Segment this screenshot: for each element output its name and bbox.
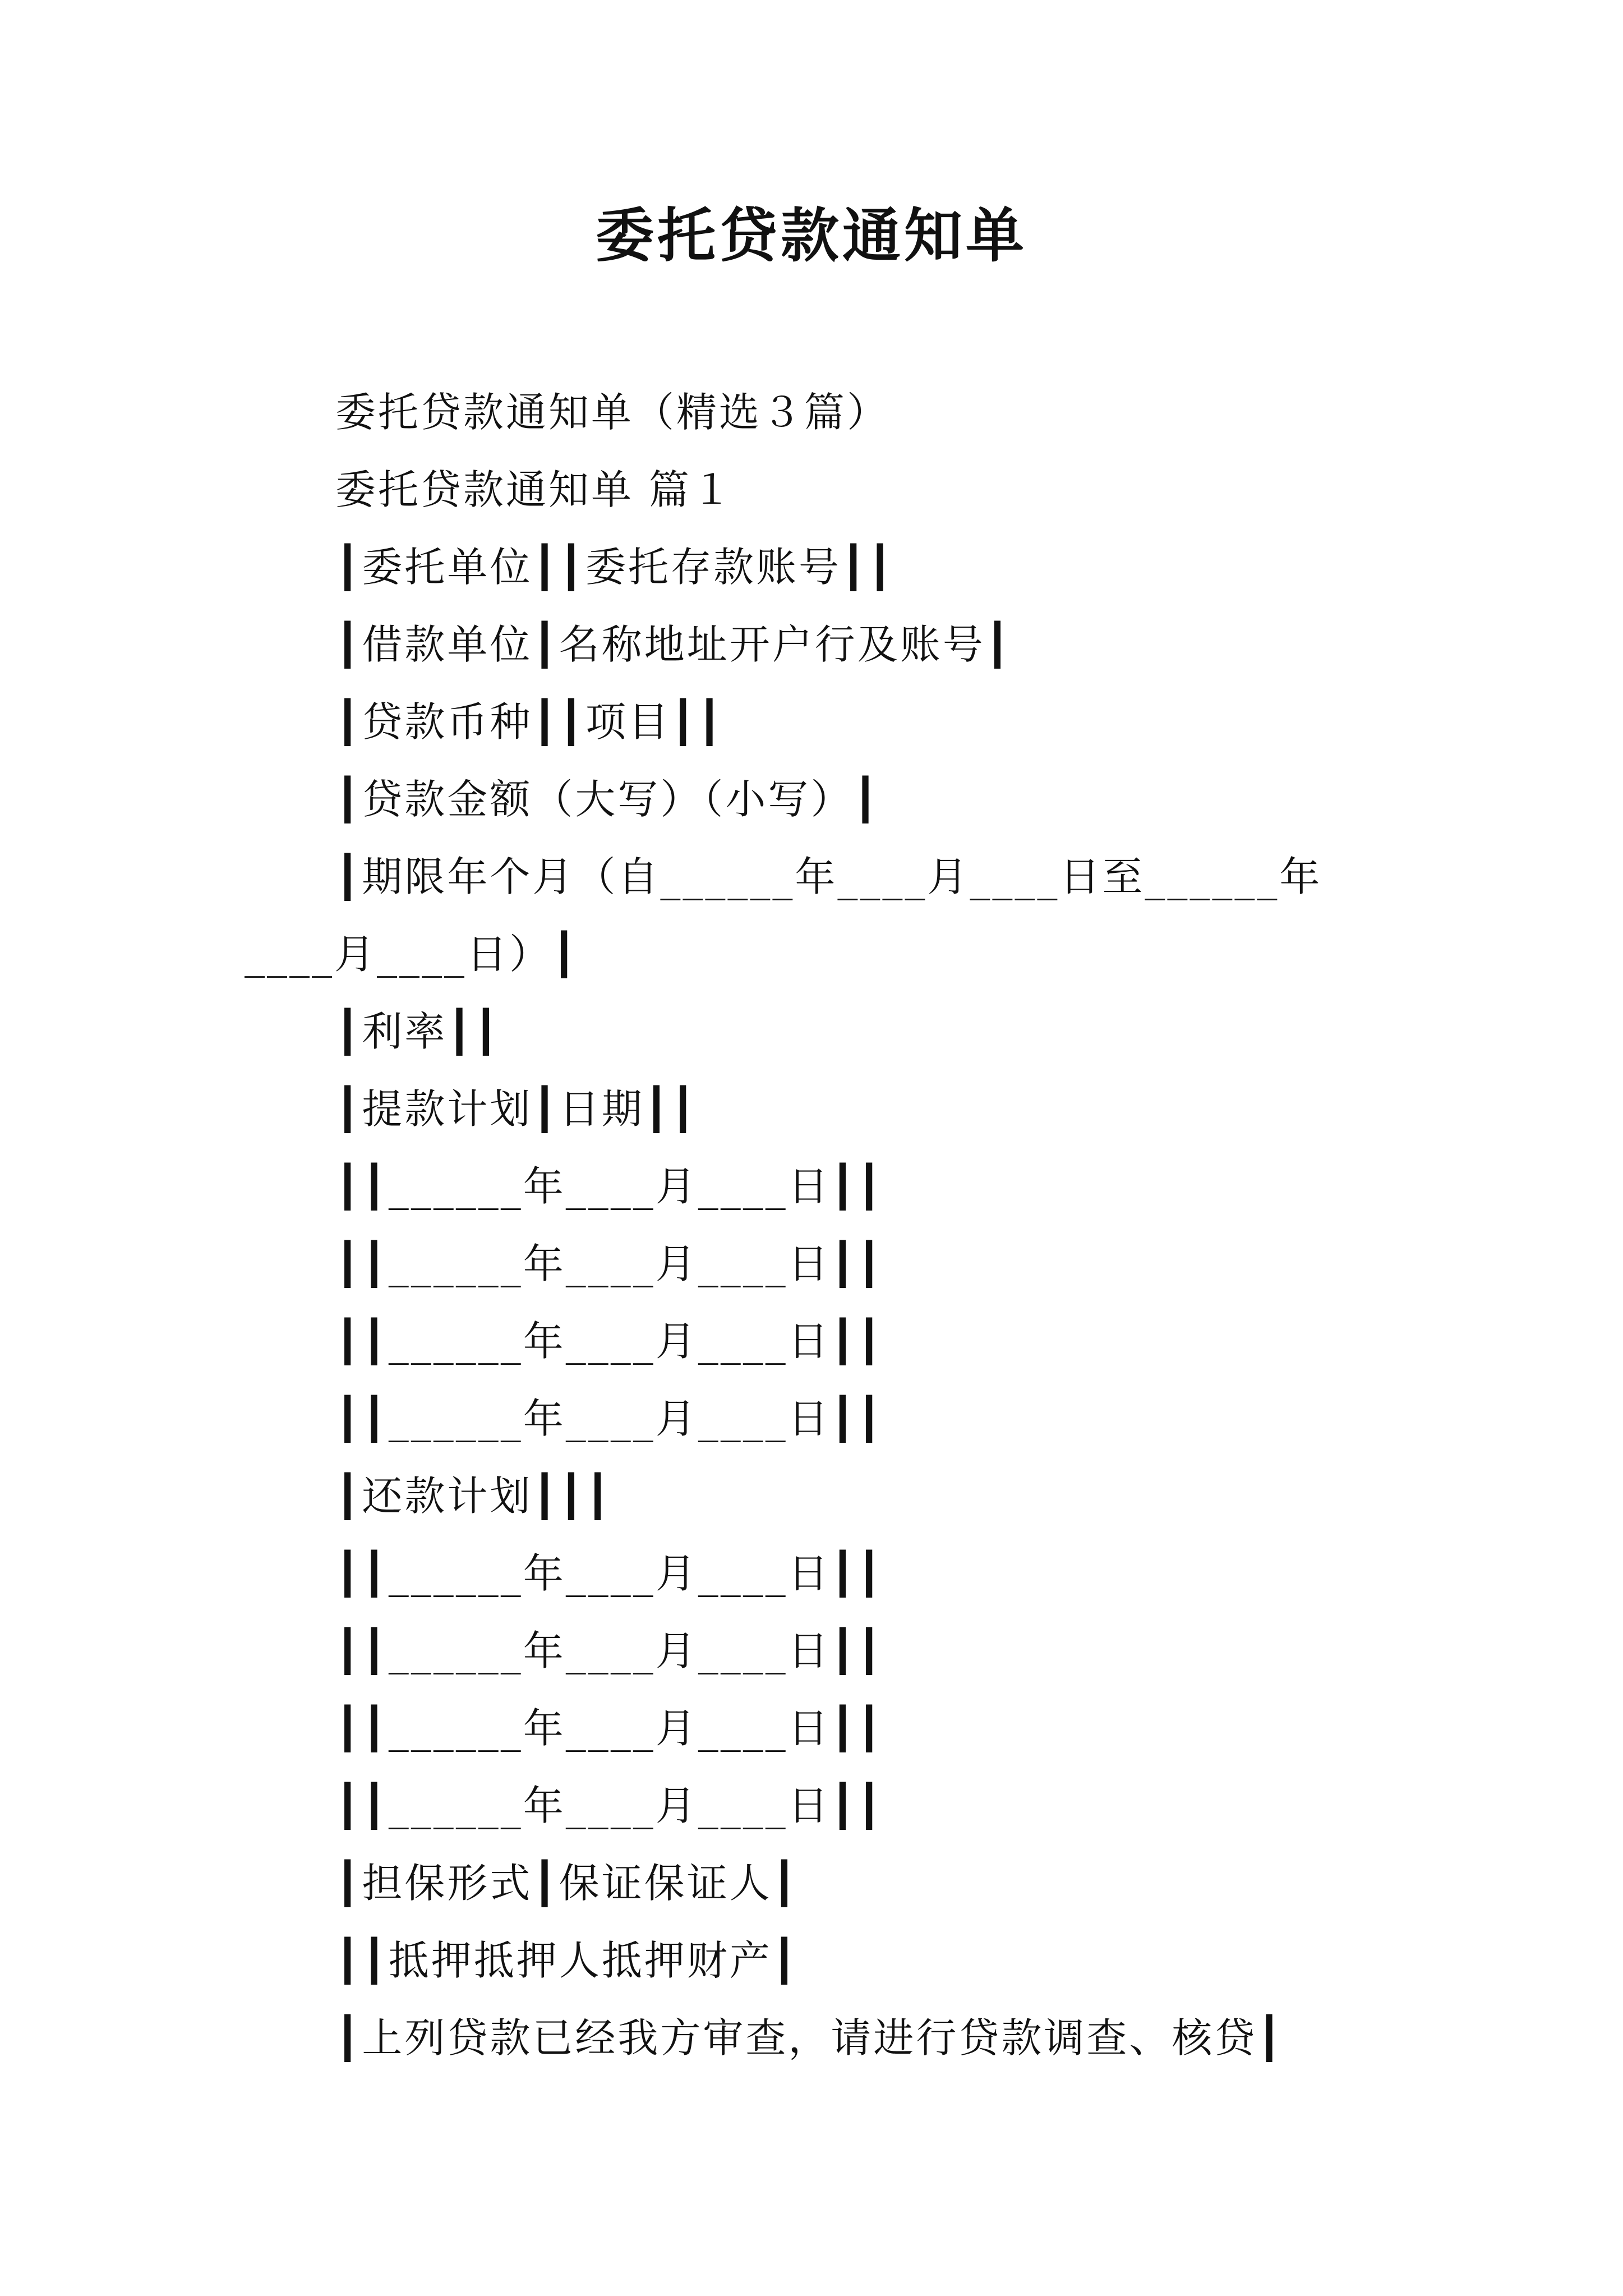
text-line: ┃┃______年____月____日┃┃ xyxy=(335,1550,884,1597)
text-line: ┃┃______年____月____日┃┃ xyxy=(335,1163,884,1210)
text-line: ┃┃______年____月____日┃┃ xyxy=(335,1627,884,1674)
text-line: ┃┃______年____月____日┃┃ xyxy=(335,1318,884,1365)
text-line: ┃委托单位┃┃委托存款账号┃┃ xyxy=(335,544,895,591)
text-line: ┃担保形式┃保证保证人┃ xyxy=(335,1860,799,1907)
text-line: ┃┃______年____月____日┃┃ xyxy=(335,1705,884,1752)
text-line: ┃┃抵押抵押人抵押财产┃ xyxy=(335,1937,799,1984)
text-line: ┃期限年个月（自______年____月____日至______年 xyxy=(335,853,1322,900)
text-line: ____月____日）┃ xyxy=(245,931,579,978)
text-line: ┃┃______年____月____日┃┃ xyxy=(335,1240,884,1287)
text-line: ┃还款计划┃┃┃ xyxy=(335,1473,612,1520)
document-title: 委托贷款通知单 xyxy=(595,201,1027,270)
text-line: ┃上列贷款已经我方审查，请进行贷款调查、核贷┃ xyxy=(335,2014,1284,2062)
text-line: ┃┃______年____月____日┃┃ xyxy=(335,1782,884,1829)
text-line: ┃贷款金额（大写）（小写）┃ xyxy=(335,776,880,823)
text-line: ┃提款计划┃日期┃┃ xyxy=(335,1085,698,1133)
text-line: ┃借款单位┃名称地址开户行及账号┃ xyxy=(335,621,1012,668)
document-body xyxy=(245,374,1383,2077)
text-line: 委托贷款通知单（精选３篇） xyxy=(335,389,890,436)
text-line: ┃利率┃┃ xyxy=(335,1008,501,1055)
text-line: ┃贷款币种┃┃项目┃┃ xyxy=(335,698,724,746)
text-line: 委托贷款通知单 篇１ xyxy=(335,466,734,513)
text-line: ┃┃______年____月____日┃┃ xyxy=(335,1395,884,1442)
